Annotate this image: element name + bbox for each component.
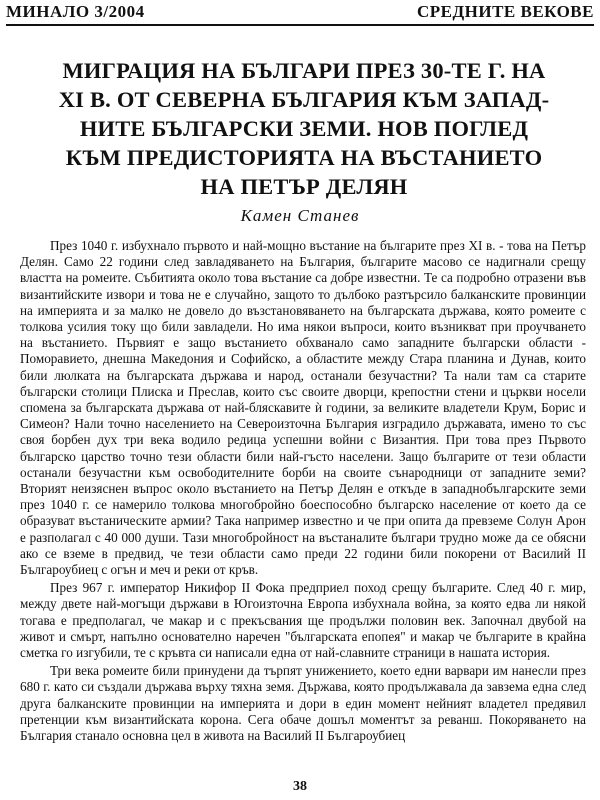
journal-issue: МИНАЛО 3/2004 [6, 2, 145, 21]
author-name: Камен Станев [240, 206, 360, 225]
title-line: КЪМ ПРЕДИСТОРИЯТА НА ВЪСТАНИЕТО [65, 145, 543, 170]
title-line: НА ПЕТЪР ДЕЛЯН [200, 174, 408, 199]
header-rule [6, 24, 594, 26]
body-paragraph: През 967 г. император Никифор II Фока предприел поход срещу българите. След 40 г. мир, между двете най-могъщи държави в Югоизточна Европа избухнала война, за която едва ли някой тогава е предполагал, че макар и с прекъсвания ще продължи половин век. Започнал двубой на живот и смърт, напълно основателно наречен "българската епопея" и макар че българите в крайна сметка го изгубили, те с кръвта си написали една от най-славните страници в нашата история. [20, 580, 586, 661]
running-header [6, 0, 594, 22]
section-name: СРЕДНИТЕ ВЕКОВЕ [416, 2, 594, 21]
body-paragraph: През 1040 г. избухнало първото и най-мощно въстание на българите през XI в. - това на Петър Делян. Само 22 години след завладяването на България, българите масово се надигнали срещу властта на ромеите. Събитията около това въстание са добре известни. Те са подробно отразени във византийските извори и това не е случайно, защото то дълбоко разтърсило балканските провинции на империята и за малко не довело до възстановяването на българската държава, която ромеите с толкова усилия току що били завладели. Но има някои въпроси, които възникват при проучването на въстанието. Първият е защо въстанието обхванало само западните български области - Поморавието, днешна Македония и Софийско, а областите между Стара планина и Дунав, които били люлката на българската държава и народ, останали безучастни? Та нали там са старите български столици Плиска и Преслав, които със своите дворци, крепостни стени и църкви носели спомена за българската държава от най-бляскавите ѝ години, за великите владетели Крум, Борис и Симеон? Нали точно населението на Североизточна България изградило държавата, имено то със своя борбен дух три века водило редица успешни войни с Византия. При това през Първото българско царство точно тези области били най-гъсто населени. Защо българите от тези области останали безучастни към освободителните борби на своите сънародници от западните земи? Вторият неизяснен въпрос около въстанието на Петър Делян е откъде в западнобългарските земи през 1040 г. се намерило толкова многобройно боеспособно българско население от което да се образуват въстаническите армии? Така например известно и че при опита да превземе Солун Арон е разполагал с 40 000 души. Тази многобройност на въстаналите българи трудно може да се обясни ако се вземе в предвид, че тези области само преди 22 години били покорени от Василий II Българоубиец с огън и меч и реки от кръв. [20, 238, 586, 578]
page-number: 38 [293, 779, 307, 794]
title-line: МИГРАЦИЯ НА БЪЛГАРИ ПРЕЗ 30-ТЕ Г. НА [62, 58, 546, 83]
body-paragraph: Три века ромеите били принудени да търпят унижението, което едни варвари им нанесли през 680 г. като си създали държава върху тяхна земя. Държава, която продължавала да завзема една след друга балканските провинции на империята и дори в един момент нейният владетел предявил претенции към византийската корона. Сега обаче дошъл моментът за реванш. Покоряването на България станало основна цел в живота на Василий II Българоубиец [20, 663, 586, 744]
article-title [38, 56, 570, 201]
title-line: НИТЕ БЪЛГАРСКИ ЗЕМИ. НОВ ПОГЛЕД [79, 116, 529, 141]
title-line: XI В. ОТ СЕВЕРНА БЪЛГАРИЯ КЪМ ЗАПАД- [58, 87, 550, 112]
article-body [20, 238, 586, 746]
